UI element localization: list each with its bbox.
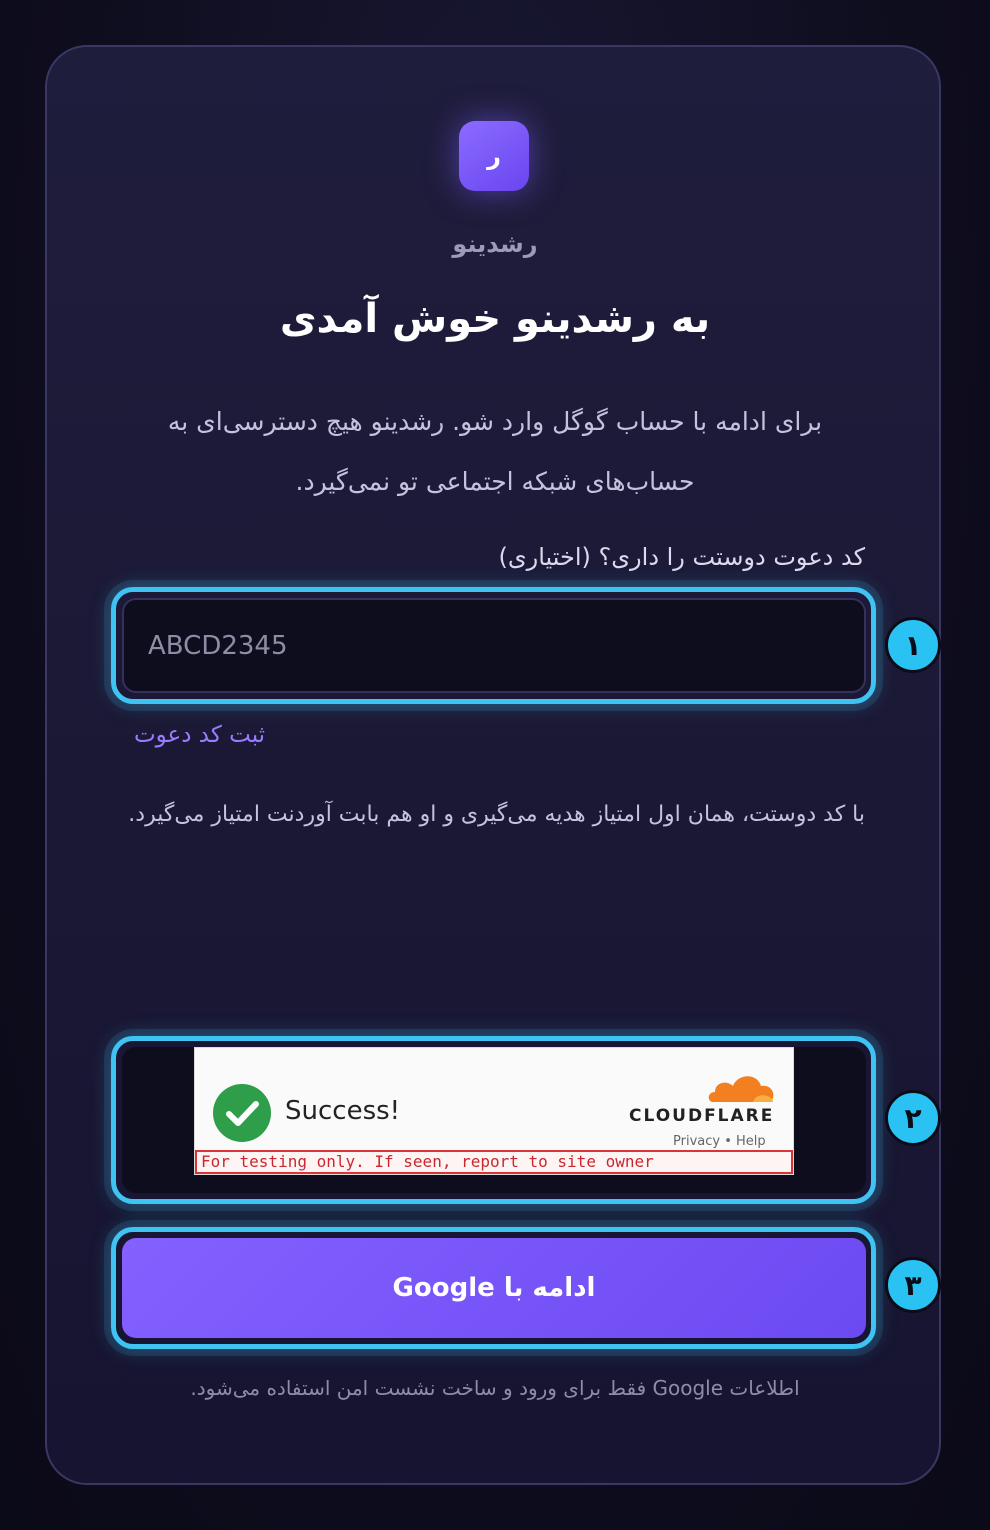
app-logo	[459, 121, 529, 191]
cloudflare-brand: CLOUDFLARE	[629, 1106, 775, 1126]
check-circle-icon	[213, 1084, 271, 1142]
captcha-status: Success!	[285, 1096, 401, 1126]
continue-with-google-button[interactable]: ادامه با Google	[122, 1238, 866, 1338]
link-separator: •	[724, 1134, 732, 1149]
step-number: ۳	[904, 1268, 922, 1302]
submit-invite-link[interactable]: ثبت کد دعوت	[134, 722, 266, 748]
step-number: ۱	[904, 628, 922, 662]
page-title: به رشدینو خوش آمدی	[279, 296, 711, 342]
step-marker-2	[885, 1090, 941, 1146]
step-marker-3	[885, 1257, 941, 1313]
turnstile-widget[interactable]	[194, 1047, 794, 1175]
captcha-testing-notice: For testing only. If seen, report to site owner	[195, 1150, 793, 1174]
invite-help-text: با کد دوستت، همان اول امتیاز هدیه می‌گیری و او هم بابت آوردنت امتیاز می‌گیرد.	[128, 802, 865, 827]
brand-name: رشدینو	[452, 230, 538, 258]
captcha-links	[673, 1134, 766, 1149]
invite-code-label: کد دعوت دوستت را داری؟ (اختیاری)	[498, 543, 865, 571]
step-marker-1	[885, 617, 941, 673]
help-link[interactable]: Help	[736, 1134, 766, 1149]
cloudflare-cloud-icon	[705, 1070, 777, 1104]
logo-letter: ر	[487, 142, 501, 170]
google-privacy-note: اطلاعات Google فقط برای ورود و ساخت نشست امن استفاده می‌شود.	[190, 1376, 800, 1400]
step-number: ۲	[904, 1101, 922, 1135]
privacy-link[interactable]: Privacy	[673, 1134, 721, 1149]
invite-code-input[interactable]	[122, 598, 866, 693]
page-subtitle: برای ادامه با حساب گوگل وارد شو. رشدینو هیچ دسترسی‌ای به حساب‌های شبکه اجتماعی تو نمی‌گیرد.	[167, 407, 823, 496]
